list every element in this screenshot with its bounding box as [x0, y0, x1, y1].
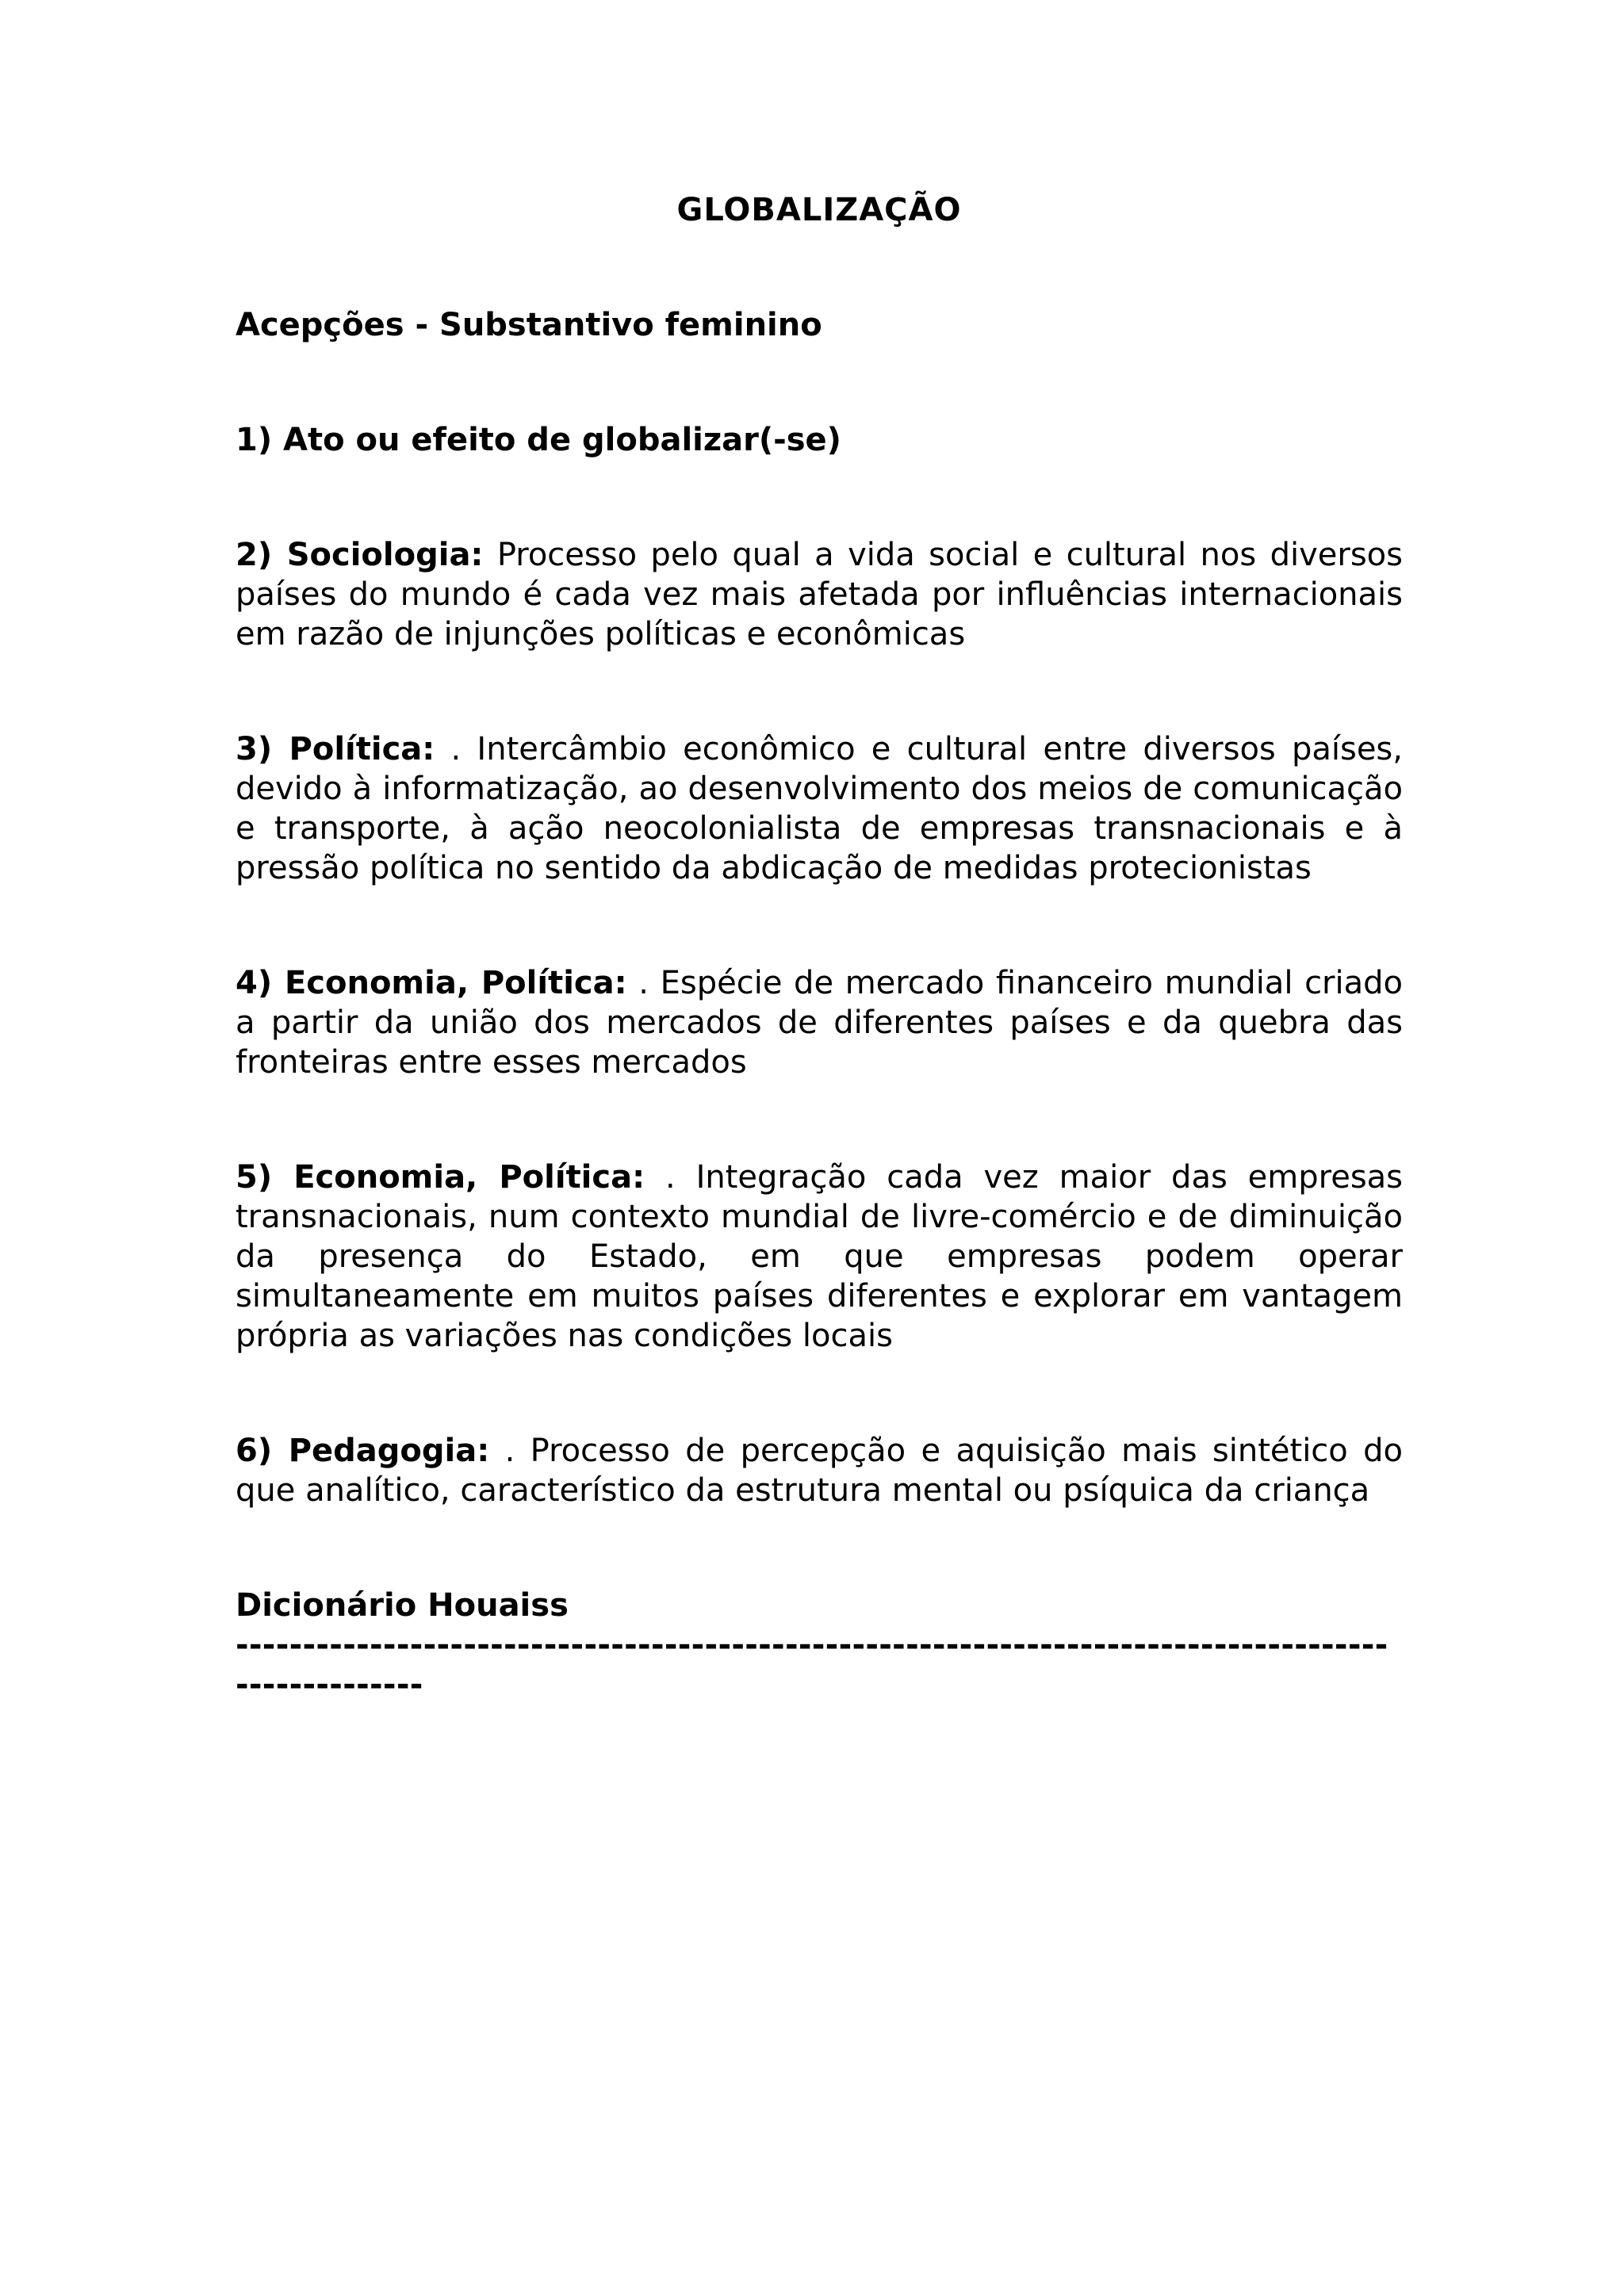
entry-text: . Espécie de mercado financeiro mundial criado a partir da união dos mercados de diferentes países e da quebra das fronteiras entre esses mercados	[236, 965, 1403, 1081]
entry-label: 3) Política:	[236, 731, 435, 767]
entry-label: 4) Economia, Política:	[236, 965, 627, 1001]
document-subtitle: Acepções - Substantivo feminino	[236, 307, 822, 343]
entry-text: . Processo de percepção e aquisição mais sintético do que analítico, característico da estrutura mental ou psíquica da criança	[236, 1433, 1403, 1509]
entry-text: . Intercâmbio econômico e cultural entre diversos países, devido à informatização, ao desenvolvimento dos meios de comunicação e transporte, à ação neocolonialista de empresas transnacionais e à pressão política no sentido da abdicação de medidas protecionistas	[236, 731, 1403, 886]
definition-entry-3	[236, 729, 1403, 888]
source-citation: Dicionário Houaiss	[236, 1587, 569, 1624]
separator-line: ----------------------------------------------------------------------------------------------------	[236, 1627, 1388, 1703]
document-title: GLOBALIZAÇÃO	[676, 192, 962, 228]
entry-label: 6) Pedagogia:	[236, 1433, 490, 1469]
definition-entry-1	[236, 420, 1403, 460]
document-page	[236, 190, 1403, 1705]
definition-entry-2	[236, 535, 1403, 654]
entry-label: 2) Sociologia:	[236, 537, 484, 573]
definition-entry-4	[236, 963, 1403, 1082]
entry-text: Processo pelo qual a vida social e cultural nos diversos países do mundo é cada vez mais afetada por influências internacionais em razão de injunções políticas e econômicas	[236, 537, 1403, 652]
entry-label: 1) Ato ou efeito de globalizar(-se)	[236, 422, 841, 458]
entry-text: . Integração cada vez maior das empresas transnacionais, num contexto mundial de livre-comércio e de diminuição da presença do Estado, em que empresas podem operar simultaneamente em muitos países diferentes e explorar em vantagem própria as variações nas condições locais	[236, 1159, 1404, 1354]
definition-entry-6	[236, 1431, 1403, 1510]
definition-entry-5	[236, 1158, 1403, 1356]
entry-label: 5) Economia, Política:	[236, 1159, 645, 1196]
